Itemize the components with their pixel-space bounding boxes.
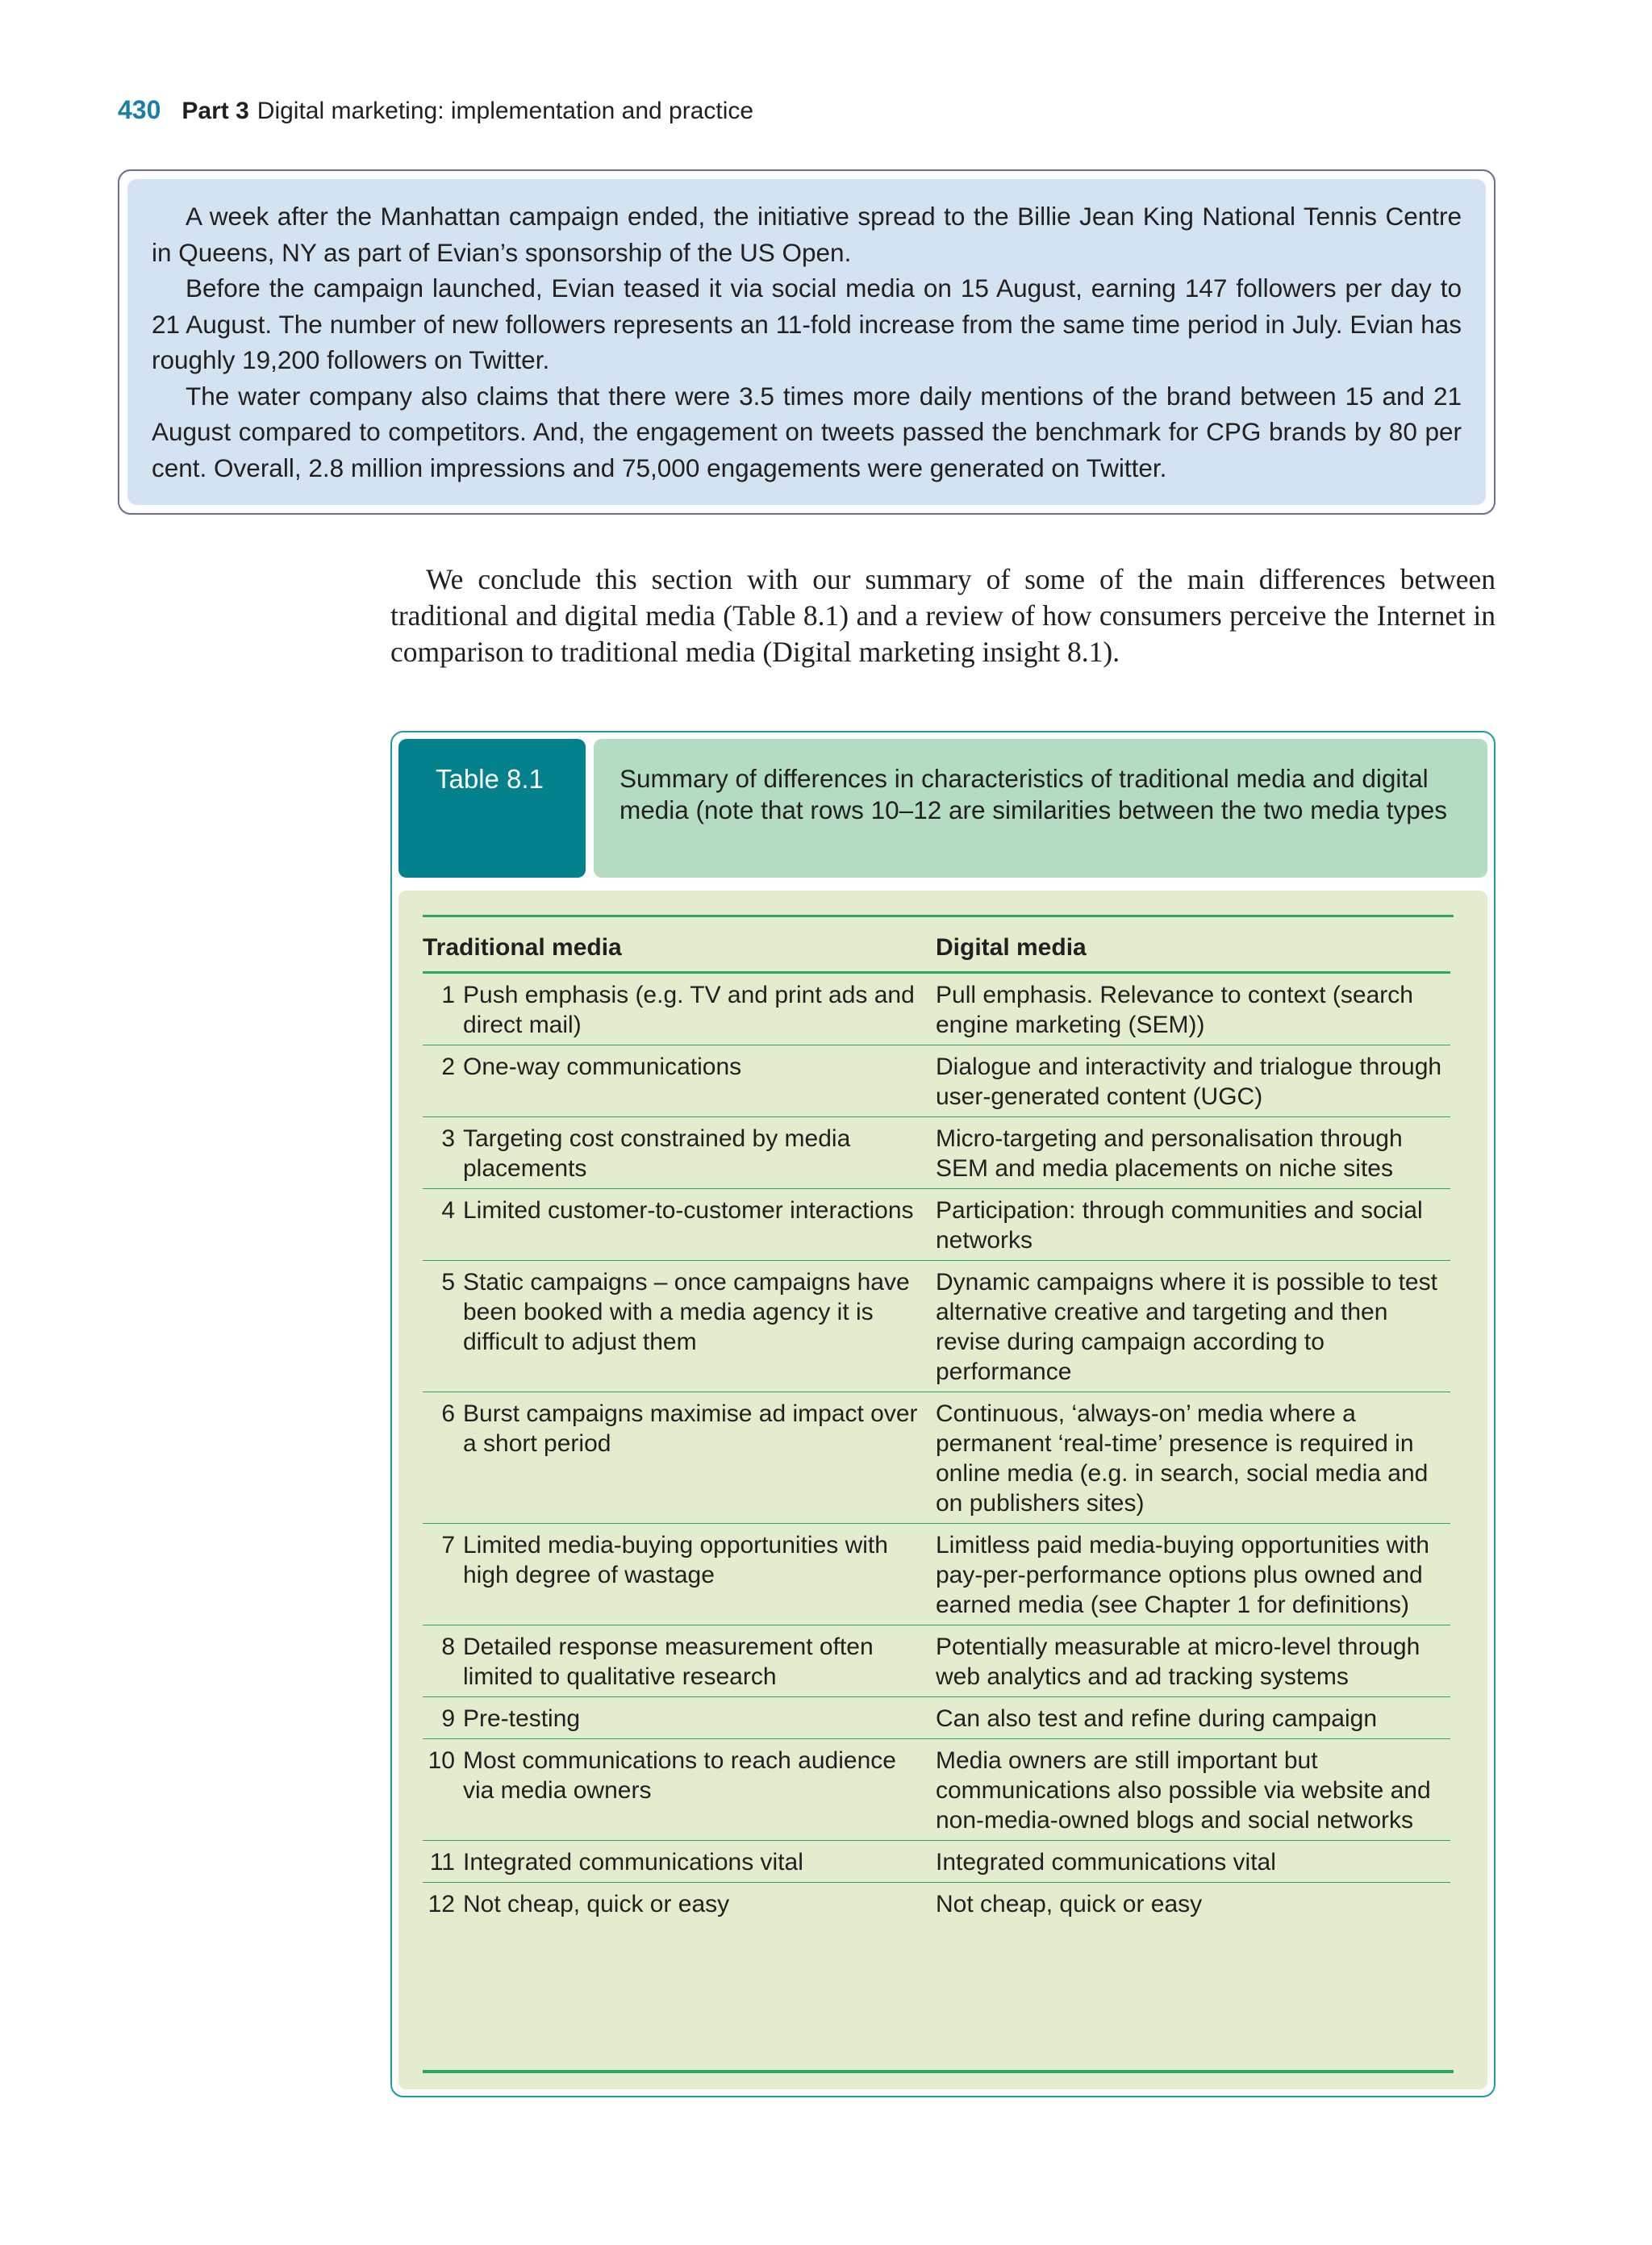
traditional-cell [423,1883,936,1928]
traditional-cell [423,1697,936,1739]
digital-cell: Integrated communications vital [936,1841,1450,1883]
traditional-text: Pre-testing [463,1705,581,1732]
case-study-content [127,179,1486,505]
traditional-cell [423,1189,936,1261]
traditional-text: Static campaigns – once campaigns have been booked with a media agency it is difficult to adjust them [463,1269,910,1355]
traditional-cell [423,1841,936,1883]
table-row [423,973,1450,1045]
traditional-text: Targeting cost constrained by media placements [463,1125,851,1182]
row-number: 5 [441,1269,455,1296]
traditional-cell [423,1117,936,1189]
digital-cell: Dynamic campaigns where it is possible to test alternative creative and targeting and then revise during campaign according to performance [936,1261,1450,1392]
traditional-text: Integrated communications vital [463,1849,803,1876]
page-number: 430 [118,95,161,124]
row-number: 6 [441,1400,455,1427]
table-8-1 [390,731,1496,2097]
table-row [423,1189,1450,1261]
traditional-text: One-way communications [463,1054,742,1080]
traditional-text: Push emphasis (e.g. TV and print ads and direct mail) [463,982,915,1038]
row-number: 11 [429,1849,455,1876]
digital-cell: Micro-targeting and personalisation through SEM and media placements on niche sites [936,1117,1450,1189]
table-row [423,1739,1450,1841]
table-row [423,1524,1450,1625]
traditional-text: Limited media-buying opportunities with high degree of wastage [463,1532,888,1588]
row-number: 2 [441,1054,455,1080]
comparison-table [423,923,1450,1927]
digital-cell: Can also test and refine during campaign [936,1697,1450,1739]
row-number: 7 [441,1532,455,1559]
digital-cell: Media owners are still important but communications also possible via website and non-media-owned blogs and social networks [936,1739,1450,1841]
table-header-row [423,923,1450,973]
table-row [423,1625,1450,1697]
traditional-cell [423,1392,936,1524]
traditional-cell [423,1739,936,1841]
traditional-text: Most communications to reach audience via media owners [463,1747,896,1804]
table-row [423,1883,1450,1928]
table-label: Table 8.1 [398,739,586,878]
part-title: Digital marketing: implementation and practice [257,98,754,124]
traditional-text: Burst campaigns maximise ad impact over a short period [463,1400,918,1457]
digital-cell: Dialogue and interactivity and trialogue through user-generated content (UGC) [936,1045,1450,1117]
traditional-cell [423,1524,936,1625]
row-number: 4 [441,1197,455,1224]
case-paragraph: A week after the Manhattan campaign ended, the initiative spread to the Billie Jean King National Tennis Centre in Queens, NY as part of Evian’s sponsorship of the US Open. [152,202,1462,267]
body-text [390,561,1496,670]
table-row [423,1117,1450,1189]
table-area [398,891,1487,2089]
table-body [423,973,1450,1928]
digital-cell: Continuous, ‘always-on’ media where a permanent ‘real-time’ presence is required in online media (e.g. in search, social media and on publishers sites) [936,1392,1450,1524]
case-paragraph: The water company also claims that there were 3.5 times more daily mentions of the brand between 15 and 21 August compared to competitors. And, the engagement on tweets passed the benchmark for CPG brands by 80 per cent. Overall, 2.8 million impressions and 75,000 engagements were generated on Twitter. [152,381,1462,482]
digital-cell: Pull emphasis. Relevance to context (search engine marketing (SEM)) [936,973,1450,1045]
digital-cell: Potentially measurable at micro-level through web analytics and ad tracking systems [936,1625,1450,1697]
table-row [423,1841,1450,1883]
column-header-traditional: Traditional media [423,923,936,973]
case-paragraph: Before the campaign launched, Evian teased it via social media on 15 August, earning 147 followers per day to 21 August. The number of new followers represents an 11-fold increase from the same time period in July. Evian has roughly 19,200 followers on Twitter. [152,273,1462,374]
table-bottom-rule [423,2070,1454,2073]
row-number: 12 [428,1891,455,1917]
table-top-rule [423,915,1454,917]
row-number: 9 [441,1705,455,1732]
table-row [423,1392,1450,1524]
row-number: 10 [428,1747,455,1774]
traditional-text: Not cheap, quick or easy [463,1891,730,1917]
column-header-digital: Digital media [936,923,1450,973]
traditional-cell [423,1261,936,1392]
body-paragraph: We conclude this section with our summary of some of the main differences between traditional and digital media (Table 8.1) and a review of how consumers perceive the Internet in comparison to traditional media (Digital marketing insight 8.1). [390,563,1496,668]
part-label: Part 3 [181,98,249,124]
traditional-text: Detailed response measurement often limited to qualitative research [463,1634,874,1690]
digital-cell: Participation: through communities and social networks [936,1189,1450,1261]
running-header [118,94,753,127]
row-number: 3 [441,1125,455,1152]
row-number: 8 [441,1634,455,1660]
table-row [423,1261,1450,1392]
digital-cell: Limitless paid media-buying opportunities with pay-per-performance options plus owned and earned media (see Chapter 1 for definitions) [936,1524,1450,1625]
table-row [423,1697,1450,1739]
table-caption: Summary of differences in characteristics of traditional media and digital media (note that rows 10–12 are similarities between the two media types [594,739,1487,878]
row-number: 1 [441,982,455,1008]
traditional-text: Limited customer-to-customer interactions [463,1197,914,1224]
case-study-box [118,169,1496,515]
traditional-cell [423,973,936,1045]
traditional-cell [423,1625,936,1697]
table-row [423,1045,1450,1117]
digital-cell: Not cheap, quick or easy [936,1891,1203,1917]
traditional-cell [423,1045,936,1117]
